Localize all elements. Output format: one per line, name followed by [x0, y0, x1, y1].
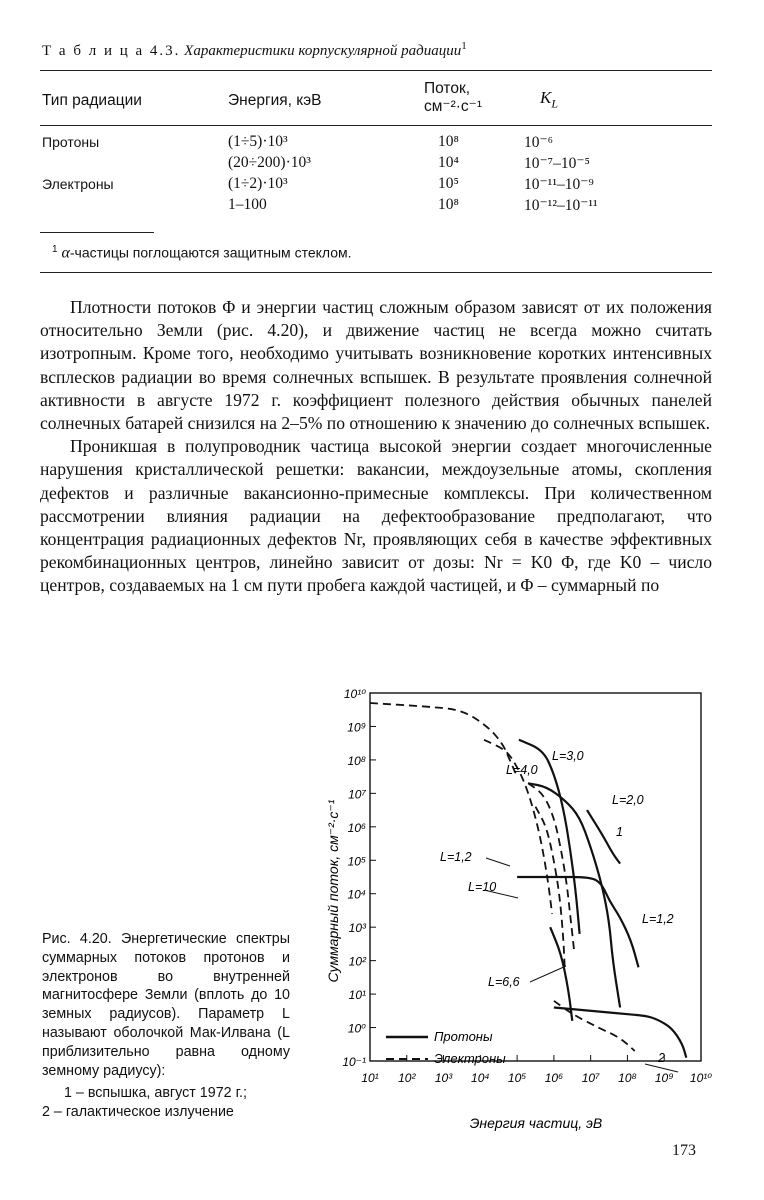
row-energy: 1–100 [228, 196, 267, 213]
header-type: Тип радиации [42, 92, 142, 109]
row-kl: 10⁻¹²–10⁻¹¹ [524, 197, 598, 214]
y-tick-label: 10¹⁰ [343, 687, 366, 701]
series-line [554, 1008, 686, 1058]
table-header-rule [40, 125, 712, 126]
row-energy: (1÷2)·10³ [228, 175, 288, 192]
y-tick-label: 10⁻¹ [342, 1055, 366, 1069]
x-tick-label: 10⁴ [471, 1071, 490, 1085]
table-title: Характеристики корпускулярной радиации [184, 43, 462, 59]
row-energy: (1÷5)·10³ [228, 133, 288, 150]
caption-note-2: 2 – галактическое излучение [42, 1104, 234, 1121]
label-leader [486, 858, 510, 866]
x-tick-label: 10² [398, 1071, 416, 1085]
series-label: L=10 [468, 880, 497, 894]
footnote-rule [40, 232, 154, 233]
y-tick-label: 10¹ [348, 988, 366, 1003]
y-tick-label: 10³ [348, 921, 366, 936]
table-caption [42, 40, 467, 60]
row-flux: 10⁴ [438, 154, 459, 171]
caption-text: Рис. 4.20. Энергетические спектры суммарных потоков протонов и электронов во внутренней магнитосфере Земли (вплоть до 10 земных радиусов). Параметр L называют оболочкой Мак-Илвана (L приблизительно равна одному земному радиусу): [42, 931, 290, 1079]
y-tick-label: 10⁰ [347, 1021, 366, 1036]
series-line [550, 927, 572, 1021]
row-flux: 10⁵ [438, 175, 459, 192]
header-energy: Энергия, кэВ [228, 92, 322, 109]
series-label: L=4,0 [506, 763, 538, 777]
series-label: L=2,0 [612, 793, 644, 807]
row-flux: 10⁸ [438, 196, 459, 213]
y-tick-label: 10⁷ [348, 787, 366, 802]
series-line [536, 807, 565, 971]
label-leader [484, 890, 518, 898]
y-tick-label: 10⁵ [347, 854, 366, 869]
row-kl: 10⁻⁷–10⁻⁵ [524, 155, 590, 172]
table-bottom-rule [40, 272, 712, 273]
table-title-note: 1 [461, 40, 467, 52]
page-number: 173 [672, 1142, 696, 1159]
series-label: L=1,2 [440, 850, 472, 864]
y-axis-label: Суммарный поток, см⁻²·с⁻¹ [325, 799, 341, 983]
legend-label-electrons: Электроны [434, 1051, 506, 1066]
row-kl: 10⁻⁶ [524, 134, 554, 151]
y-tick-label: 10² [348, 954, 366, 969]
paragraph-2: Проникшая в полупроводник частица высокой энергии создает многочисленные нарушения кристаллической решетки: вакансии, междоузельные атомы, скопления дефектов и различные вакансионно-примесные комплексы. При количественном рассмотрении влияния радиации на дефектообразование предполагают, что концентрация радиационных дефектов Nr, проявляющих себя в качестве эффективных рекомбинационных центров, линейно зависит от дозы: Nr = K0 Φ, где K0 – число центров, создаваемых на 1 см пути пробега каждой частицей, и Φ – суммарный по [40, 436, 712, 596]
y-tick-label: 10⁶ [347, 820, 366, 835]
table-label: Т а б л и ц а 4.3. [42, 43, 181, 59]
label-leader [530, 966, 566, 982]
series-label: L=1,2 [642, 912, 674, 926]
series-label: 1 [616, 825, 623, 839]
caption-note-1: 1 – вспышка, август 1972 г.; [64, 1085, 247, 1102]
x-tick-label: 10¹⁰ [689, 1071, 713, 1085]
y-tick-label: 10⁹ [347, 720, 366, 735]
energy-spectrum-chart [320, 676, 720, 1134]
table-top-rule [40, 70, 712, 71]
x-tick-label: 10³ [434, 1071, 453, 1085]
x-tick-label: 10⁸ [618, 1071, 637, 1085]
legend-label-protons: Протоны [434, 1029, 493, 1044]
x-tick-label: 10¹ [361, 1071, 379, 1085]
figure-caption [42, 930, 290, 1122]
y-tick-label: 10⁸ [347, 753, 366, 768]
paragraph-1: Плотности потоков Φ и энергии частиц сложным образом зависят от их положения относительно Земли (рис. 4.20), и движение частиц не всегда можно считать изотропным. Кроме того, необходимо учитывать возникновение коротких интенсивных всплесков радиации во время солнечных вспышек. В результате проявления солнечной активности в августе 1972 г. коэффициент полезного действия обычных панелей солнечных батарей снизился на 2–5% по отношению к значению до солнечных вспышек. [40, 297, 712, 434]
body-text [40, 296, 712, 598]
table-footnote: $^1$ α-частицы поглощаются защитным стеклом. [52, 244, 352, 262]
x-tick-label: 10⁶ [544, 1071, 564, 1085]
row-energy: (20÷200)·10³ [228, 154, 311, 171]
series-label: L=6,6 [488, 975, 520, 989]
row-flux: 10⁸ [438, 133, 459, 150]
header-flux-2: см⁻²·с⁻¹ [424, 98, 483, 115]
series-line [370, 703, 517, 777]
row-type: Протоны [42, 134, 100, 150]
x-tick-label: 10⁹ [654, 1071, 674, 1085]
header-kl: $K_L$ [540, 88, 559, 111]
x-tick-label: 10⁷ [581, 1071, 600, 1085]
y-tick-label: 10⁴ [347, 887, 366, 902]
series-label: L=3,0 [552, 749, 584, 763]
series-line [528, 783, 574, 950]
row-kl: 10⁻¹¹–10⁻⁹ [524, 176, 594, 193]
series-label: 2 [658, 1051, 665, 1065]
header-flux-1: Поток, [424, 80, 471, 97]
x-axis-label: Энергия частиц, эВ [469, 1115, 603, 1131]
x-tick-label: 10⁵ [507, 1071, 527, 1085]
row-type: Электроны [42, 176, 114, 192]
